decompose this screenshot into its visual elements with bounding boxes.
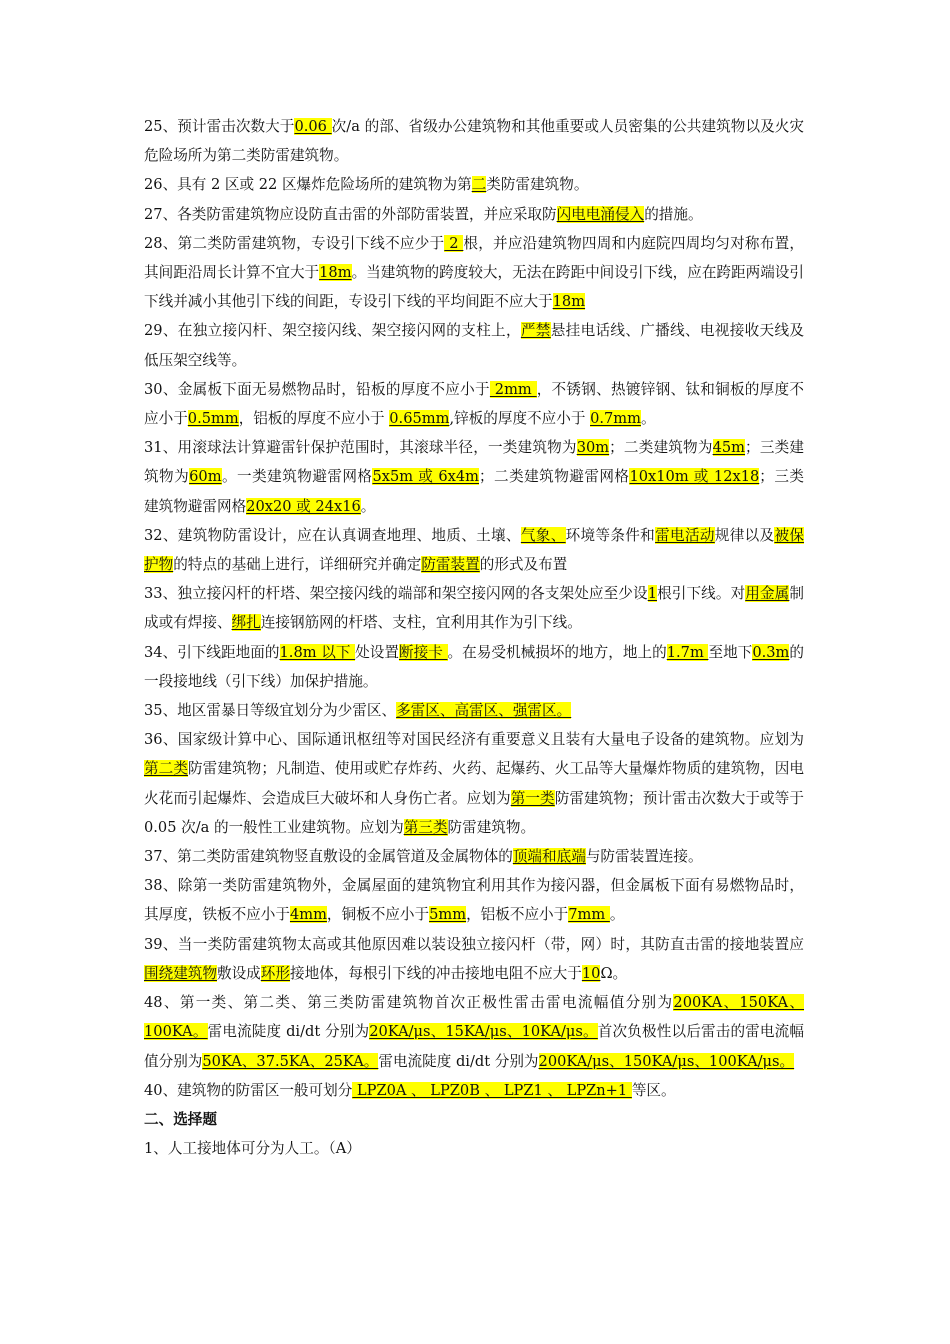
question-item bbox=[144, 696, 804, 725]
question-text: ，不锈钢、热镀锌钢、钛和铜板的厚度不应小于 bbox=[144, 380, 804, 428]
question-text: 防雷建筑物。 bbox=[447, 818, 536, 836]
question-text: 。在易受机械损坏的地方，地上的 bbox=[447, 643, 667, 661]
question-text: 与防雷装置连接。 bbox=[585, 848, 703, 866]
question-item bbox=[144, 988, 804, 1076]
question-text: ；二类建筑物避雷网格 bbox=[479, 468, 630, 486]
question-text: 雷电流陡度 di/dt 分别为 bbox=[207, 1023, 370, 1041]
document-page bbox=[144, 112, 804, 1163]
answer-highlight: 200KA、150KA、100KA。 bbox=[144, 994, 804, 1041]
question-text: 。 bbox=[360, 497, 376, 515]
question-text: Ω。 bbox=[600, 964, 628, 982]
answer-highlight: LPZ0A 、 LPZ0B 、 LPZ1 、 LPZn+1 bbox=[352, 1081, 632, 1099]
answer-highlight: 2 bbox=[444, 234, 464, 252]
question-item bbox=[144, 842, 804, 871]
question-text: 28、第二类防雷建筑物，专设引下线不应少于 bbox=[144, 234, 445, 252]
answer-highlight: 18m bbox=[319, 264, 352, 282]
answer-highlight: 1.8m 以下 bbox=[279, 643, 356, 661]
answer-highlight: 20KA/μs、15KA/μs、10KA/μs。 bbox=[369, 1023, 598, 1041]
question-text: 39、当一类防雷建筑物太高或其他原因难以装设独立接闪杆（带，网）时，其防直击雷的接地装置应 bbox=[144, 935, 804, 953]
answer-highlight: 60m bbox=[189, 468, 222, 486]
question-text: 25、预计雷击次数大于 bbox=[144, 118, 295, 135]
answer-highlight: 第一类 bbox=[510, 789, 555, 807]
answer-highlight: 20x20 或 24x16 bbox=[246, 497, 361, 515]
question-text: 37、第二类防雷建筑物竖直敷设的金属管道及金属物体的 bbox=[144, 848, 513, 866]
question-item bbox=[144, 725, 804, 842]
question-text: 40、建筑物的防雷区一般可划分 bbox=[144, 1081, 353, 1099]
answer-highlight: 0.65mm bbox=[389, 410, 450, 428]
question-item bbox=[144, 1076, 804, 1105]
answer-highlight: 45m bbox=[712, 439, 746, 457]
question-item bbox=[144, 521, 804, 579]
question-item bbox=[144, 638, 804, 696]
question-item bbox=[144, 200, 804, 229]
question-text: 。当建筑物的跨度较大，无法在跨距中间设引下线，应在跨距两端设引下线并减小其他引下线的间距，专设引下线的平均间距不应大于 bbox=[144, 264, 804, 311]
answer-highlight: 0.06 bbox=[294, 118, 332, 135]
answer-highlight: 雷电活动 bbox=[655, 526, 715, 544]
question-item bbox=[144, 229, 804, 317]
question-item bbox=[144, 170, 804, 199]
question-item bbox=[144, 871, 804, 929]
question-text: ；二类建筑物为 bbox=[609, 439, 713, 457]
question-text: 33、独立接闪杆的杆塔、架空接闪线的端部和架空接闪网的各支架处应至少设 bbox=[144, 585, 648, 603]
question-text: 34、引下线距地面的 bbox=[144, 643, 280, 661]
question-text: 的形式及布置 bbox=[479, 556, 568, 574]
answer-highlight: 闪电电涌侵入 bbox=[556, 205, 645, 223]
answer-highlight: 18m bbox=[552, 293, 586, 311]
question-text: 根引下线。对 bbox=[656, 585, 746, 603]
question-text: 环境等条件和 bbox=[565, 526, 656, 544]
question-text: 次/a 的部、省级办公建筑物和其他重要或人员密集的公共建筑物以及火灾危险场所为第二类防雷建筑物。 bbox=[144, 118, 804, 165]
section-heading: 二、选择题 bbox=[144, 1110, 217, 1128]
question-text: 。一类建筑物避雷网格 bbox=[221, 468, 373, 486]
answer-highlight: 200KA/μs、150KA/μs、100KA/μs。 bbox=[538, 1052, 795, 1070]
question-text: ；三类建筑物避雷网格 bbox=[144, 468, 804, 515]
question-text: 31、用滚球法计算避雷针保护范围时，其滚球半径，一类建筑物为 bbox=[144, 439, 577, 457]
question-text: 连接钢筋网的杆塔、支柱，宜利用其作为引下线。 bbox=[260, 614, 582, 632]
answer-highlight: 绑扎 bbox=[231, 614, 261, 632]
answer-highlight: 第三类 bbox=[403, 818, 448, 836]
question-text: 30、金属板下面无易燃物品时，铅板的厚度不应小于 bbox=[144, 380, 490, 398]
question-text: 防雷建筑物；预计雷击次数大于或等于 0.05 次/a 的一般性工业建筑物。应划为 bbox=[144, 789, 804, 836]
answer-highlight: 环形 bbox=[260, 964, 290, 982]
answer-highlight: 被保护物 bbox=[144, 526, 804, 574]
question-text: 至地下 bbox=[708, 643, 753, 661]
question-item bbox=[144, 375, 804, 433]
question-text: ，铝板的厚度不应小于 bbox=[238, 410, 390, 428]
question-text: 敷设成 bbox=[216, 964, 261, 982]
answer-highlight: 5mm bbox=[429, 906, 467, 924]
question-text: 处设置 bbox=[355, 643, 399, 661]
answer-highlight: 30m bbox=[576, 439, 610, 457]
fill-in-blank-list bbox=[144, 112, 804, 1105]
question-text: 等区。 bbox=[631, 1081, 676, 1099]
question-text: 悬挂电话线、广播线、电视接收天线及低压架空线等。 bbox=[144, 322, 804, 369]
question-text: 38、除第一类防雷建筑物外，金属屋面的建筑物宜利用其作为接闪器，但金属板下面有易燃物品时，其厚度，铁板不应小于 bbox=[144, 877, 804, 924]
question-text: 雷电流陡度 di/dt 分别为 bbox=[378, 1052, 539, 1070]
question-item bbox=[144, 316, 804, 374]
question-text: 27、各类防雷建筑物应设防直击雷的外部防雷装置，并应采取防 bbox=[144, 205, 557, 223]
answer-highlight: 严禁 bbox=[520, 322, 551, 340]
answer-highlight: 1.7m bbox=[666, 643, 709, 661]
question-text: 防雷建筑物；凡制造、使用或贮存炸药、火药、起爆药、火工品等大量爆炸物质的建筑物，因电火花而引起爆炸、会造成巨大破坏和人身伤亡者。应划为 bbox=[144, 760, 804, 807]
question-text: 29、在独立接闪杆、架空接闪线、架空接闪网的支柱上， bbox=[144, 322, 521, 340]
answer-highlight: 第二类 bbox=[144, 760, 189, 778]
answer-highlight: 断接卡 bbox=[398, 643, 448, 661]
question-text: 的特点的基础上进行，详细研究并确定 bbox=[173, 556, 422, 574]
answer-highlight: 50KA、37.5KA、25KA。 bbox=[202, 1052, 379, 1070]
answer-highlight: 0.3m bbox=[752, 643, 790, 661]
question-text: 首次负极性以后雷击的雷电流幅值分别为 bbox=[144, 1023, 804, 1070]
answer-highlight: 10x10m 或 12x18 bbox=[629, 468, 760, 486]
answer-highlight: 4mm bbox=[289, 906, 327, 924]
answer-highlight: 7mm bbox=[568, 906, 610, 924]
question-text: 根，并应沿建筑物四周和内庭院四周均匀对称布置，其间距沿周长计算不宜大于 bbox=[144, 234, 804, 282]
question-text: 35、地区雷暴日等级宜划分为少雷区、 bbox=[144, 702, 397, 720]
answer-highlight: 二 bbox=[471, 176, 487, 194]
answer-highlight: 顶端和底端 bbox=[512, 848, 586, 866]
answer-highlight: 多雷区、高雷区、强雷区。 bbox=[396, 702, 572, 720]
choice-question-1: 1、人工接地体可分为人工。（A） bbox=[144, 1140, 361, 1158]
answer-highlight: 2mm bbox=[489, 380, 537, 398]
question-item bbox=[144, 930, 804, 988]
question-item bbox=[144, 112, 804, 170]
question-text: 接地体，每根引下线的冲击接地电阻不应大于 bbox=[289, 964, 582, 982]
question-text: ，铝板不应小于 bbox=[466, 906, 569, 924]
question-text: 规律以及 bbox=[714, 526, 775, 544]
answer-highlight: 1 bbox=[647, 585, 657, 603]
question-text: 48、第一类、第二类、第三类防雷建筑物首次正极性雷击雷电流幅值分别为 bbox=[144, 994, 674, 1012]
answer-highlight: 5x5m 或 6x4m bbox=[372, 468, 479, 486]
question-item bbox=[144, 433, 804, 521]
question-text: ，铜板不应小于 bbox=[326, 906, 430, 924]
question-text: 制成或有焊接、 bbox=[144, 585, 804, 632]
question-text: 。 bbox=[640, 410, 656, 428]
question-text: 36、国家级计算中心、国际通讯枢纽等对国民经济有重要意义且装有大量电子设备的建筑物。应划为 bbox=[144, 731, 804, 749]
answer-highlight: 气象、 bbox=[520, 526, 566, 544]
question-text: ,锌板的厚度不应小于 bbox=[449, 410, 591, 428]
answer-highlight: 用金属 bbox=[745, 585, 790, 603]
question-text: 。 bbox=[609, 906, 625, 924]
question-text: 26、具有 2 区或 22 区爆炸危险场所的建筑物为第 bbox=[144, 176, 472, 194]
answer-highlight: 0.7mm bbox=[590, 410, 641, 428]
question-text: ；三类建筑物为 bbox=[144, 439, 804, 486]
answer-highlight: 0.5mm bbox=[187, 410, 239, 428]
question-text: 的一段接地线（引下线）加保护措施。 bbox=[144, 643, 804, 690]
answer-highlight: 防雷装置 bbox=[421, 556, 480, 574]
answer-highlight: 围绕建筑物 bbox=[144, 964, 217, 982]
question-text: 的措施。 bbox=[644, 205, 703, 223]
question-text: 类防雷建筑物。 bbox=[486, 176, 589, 194]
answer-highlight: 10 bbox=[581, 964, 601, 982]
question-text: 32、建筑物防雷设计，应在认真调查地理、地质、土壤、 bbox=[144, 526, 521, 544]
question-item bbox=[144, 579, 804, 637]
